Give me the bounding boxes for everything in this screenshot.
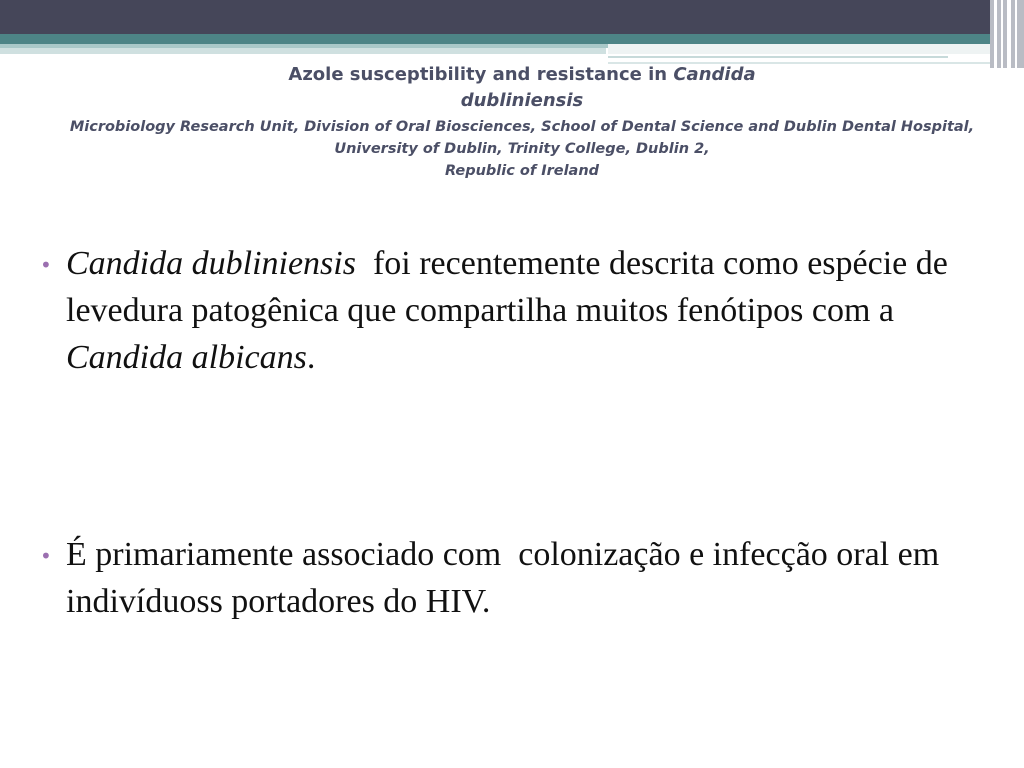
header-vertical-stripe xyxy=(1015,0,1017,68)
header-teal-band xyxy=(0,34,1024,44)
title-genus: Candida xyxy=(673,64,756,85)
bullet-marker: • xyxy=(40,544,52,568)
bullet-text-end: . xyxy=(306,339,316,376)
bullet-text: foi recentemente descrita como espécie de levedura patogênica que compartilha muitos fenótipos com a xyxy=(66,245,957,329)
bullet-text: É primariamente associado com colonização e infecção oral em indivíduoss portadores do HIV. xyxy=(66,536,957,620)
title-species: dubliniensis xyxy=(460,90,584,111)
title-main xyxy=(20,62,1024,114)
bullet-item xyxy=(38,531,1018,625)
header-vertical-stripe xyxy=(1007,0,1011,68)
header-thin-line xyxy=(608,56,948,58)
affiliation-line: Microbiology Research Unit, Division of Oral Biosciences, School of Dental Science and Dublin Dental Hospital, xyxy=(69,119,975,135)
header-right-block xyxy=(608,44,1003,54)
bullet-item xyxy=(38,240,1018,381)
affiliation-line: University of Dublin, Trinity College, Dublin 2, xyxy=(334,141,710,157)
bullet-marker: • xyxy=(40,253,52,277)
header-underline xyxy=(0,48,606,54)
title-prefix: Azole susceptibility and resistance in xyxy=(288,64,674,85)
header-dark-band xyxy=(0,0,1024,34)
affiliation-line: Republic of Ireland xyxy=(444,163,600,179)
header-vertical-stripe xyxy=(1001,0,1003,68)
title-affiliation xyxy=(20,116,1024,182)
bullet-italic-start: Candida dubliniensis xyxy=(66,245,356,282)
bullet-italic-end: Candida albicans xyxy=(66,339,307,376)
bullet-list xyxy=(38,240,1018,625)
header-vertical-stripe xyxy=(994,0,997,68)
slide-title xyxy=(20,62,1024,182)
